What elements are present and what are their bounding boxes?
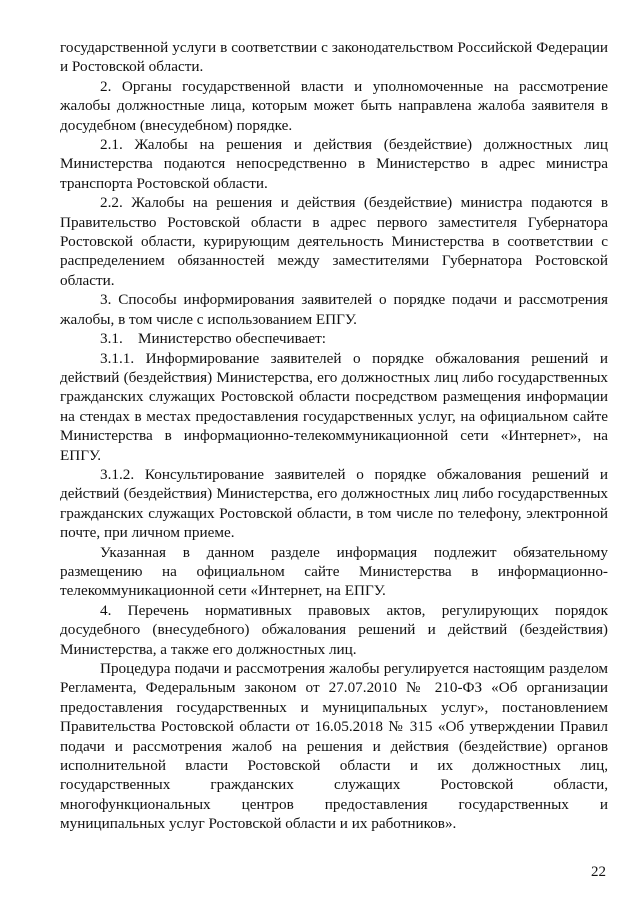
paragraph-information-placement: Указанная в данном разделе информация подлежит обязательному размещению на официальном сайте Министерства в информационно-телекоммуникационной сети «Интернет, на ЕПГУ. <box>60 543 608 600</box>
paragraph-2-1-ministry-complaints: 2.1. Жалобы на решения и действия (бездействие) должностных лиц Министерства подаются непосредственно в Министерство в адрес министра транспорта Ростовской области. <box>60 136 608 192</box>
document-page <box>60 38 608 834</box>
page-number: 22 <box>591 864 606 880</box>
paragraph-2-2-minister-complaints: 2.2. Жалобы на решения и действия (бездействие) министра подаются в Правительство Ростовской области в адрес первого заместителя Губернатора Ростовской области, курирующим деятельность Министерства в соответствии с распределением обязанностей между заместителями Губернатора Ростовской области. <box>60 194 608 289</box>
paragraph-2-complaint-bodies: 2. Органы государственной власти и уполномоченные на рассмотрение жалобы должностные лица, которым может быть направлена жалоба заявителя в досудебном (внесудебном) порядке. <box>60 77 608 134</box>
paragraph-1-continuation: государственной услуги в соответствии с законодательством Российской Федерации и Ростовской области. <box>60 39 608 76</box>
paragraph-4-regulatory-acts: 4. Перечень нормативных правовых актов, регулирующих порядок досудебного (внесудебного) обжалования решений и действий (бездействия) Министерства, а также его должностных лиц. <box>60 601 608 658</box>
paragraph-3-1-1-informing: 3.1.1. Информирование заявителей о порядке обжалования решений и действий (бездействия) Министерства, его должностных лиц либо государственных гражданских служащих Ростовской области посредством размещения информации на стендах в местах предоставления государственных услуг, на официальном сайте Министерства в информационно-телекоммуникационной сети «Интернет», на ЕПГУ. <box>60 349 608 464</box>
paragraph-3-informing-methods: 3. Способы информирования заявителей о порядке подачи и рассмотрения жалобы, в том числе с использованием ЕПГУ. <box>60 291 608 328</box>
paragraph-procedure-regulation: Процедура подачи и рассмотрения жалобы регулируется настоящим разделом Регламента, Федеральным законом от 27.07.2010 № 210-ФЗ «Об организации предоставления государственных и муниципальных услуг», постановлением Правительства Ростовской области от 16.05.2018 № 315 «Об утверждении Правил подачи и рассмотрения жалоб на решения и действия (бездействие) органов исполнительной власти Ростовской области и их должностных лиц, государственных гражданских служащих Ростовской области, многофункциональных центров предоставления государственных и муниципальных услуг Ростовской области и их работников». <box>60 660 608 833</box>
paragraph-3-1-2-consulting: 3.1.2. Консультирование заявителей о порядке обжалования решений и действий (бездействия) Министерства, его должностных лиц либо государственных гражданских служащих Ростовской области, в том числе по телефону, электронной почте, при личном приеме. <box>60 465 608 542</box>
paragraph-3-1-ministry-provides: 3.1. Министерство обеспечивает: <box>100 330 326 348</box>
